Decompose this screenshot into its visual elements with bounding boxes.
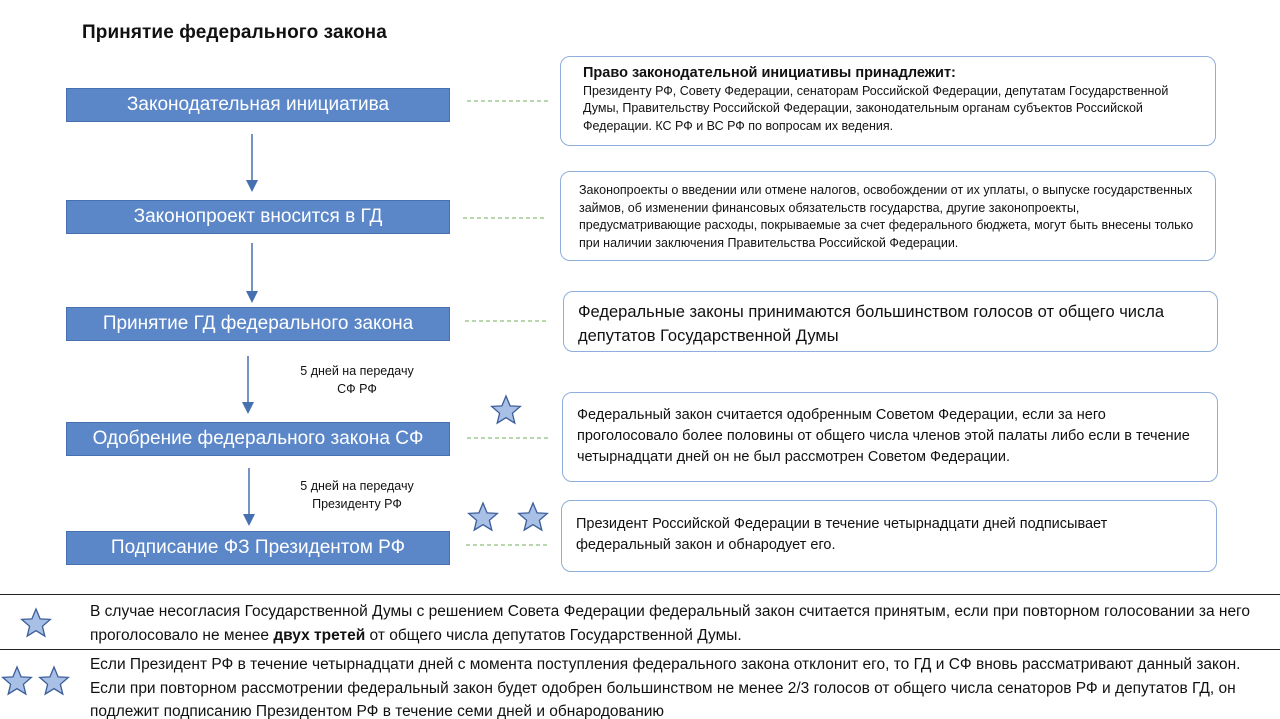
step-bill-submitted: Законопроект вносится в ГД: [66, 200, 450, 234]
footnote-emphasis: двух третей: [273, 626, 366, 644]
transfer-label-president: [282, 477, 432, 513]
transfer-label-line: Президенту РФ: [312, 497, 402, 511]
note-signing: [561, 500, 1217, 572]
note-approval: [562, 392, 1218, 482]
divider: [0, 594, 1280, 595]
note-initiative-text: Президенту РФ, Совету Федерации, сенаторам Российской Федерации, депутатам Государственной Думы, Правительству Российской Федерации, законодательным органам субъектов Российской Федерации. КС РФ и ВС РФ по вопросам их ведения.: [583, 83, 1169, 133]
star-icon: [469, 503, 498, 530]
footnote-text: от общего числа депутатов Государственной Думы.: [365, 626, 742, 644]
footnote-text: Если Президент РФ в течение четырнадцати дней с момента поступления федерального закона отклонит его, то ГД и СФ вновь рассматривают данный закон. Если при повторном рассмотрении федеральный закон будет одобрен большинством не менее 2/3 голосов от общего числа сенаторов РФ и депутатов ГД, он подлежит подписанию Президентом РФ в течение семи дней и обнародованию: [90, 656, 1241, 719]
note-initiative: [560, 56, 1216, 146]
step-duma-adoption: Принятие ГД федерального закона: [66, 307, 450, 341]
footnote-one-star: [90, 600, 1270, 647]
note-initiative-heading: Право законодательной инициативы принадлежит:: [583, 65, 956, 81]
transfer-label-line: 5 дней на передачу: [300, 364, 414, 378]
star-icon: [40, 667, 69, 694]
note-bill-text: Законопроекты о введении или отмене налогов, освобождении от их уплаты, о выпуске государственных займов, об изменении финансовых обязательств государства, другие законопроекты, предусматривающие расходы, покрываемые за счет федерального бюджета, могут быть внесены только при наличии заключения Правительства Российской Федерации.: [579, 183, 1194, 250]
step-council-approval: Одобрение федерального закона СФ: [66, 422, 450, 456]
note-bill: [560, 171, 1216, 261]
step-president-signing: Подписание ФЗ Президентом РФ: [66, 531, 450, 565]
footnote-text: В случае несогласия Государственной Думы с решением Совета Федерации федеральный закон считается принятым, если при повторном голосовании за него проголосовало не менее: [90, 603, 1250, 644]
transfer-label-line: 5 дней на передачу: [300, 479, 414, 493]
transfer-label-council: [282, 362, 432, 398]
star-icon: [3, 667, 32, 694]
note-adoption-text: Федеральные законы принимаются большинством голосов от общего числа депутатов Государственной Думы: [578, 303, 1165, 345]
page-title: Принятие федерального закона: [82, 22, 387, 43]
star-icon: [519, 503, 548, 530]
step-legislative-initiative: Законодательная инициатива: [66, 88, 450, 122]
star-icon: [22, 609, 51, 636]
note-approval-text: Федеральный закон считается одобренным Советом Федерации, если за него проголосовало более половины от общего числа членов этой палаты либо если в течение четырнадцати дней он не был рассмотрен Советом Федерации.: [577, 407, 1190, 465]
divider: [0, 649, 1280, 650]
note-adoption: [563, 291, 1218, 352]
transfer-label-line: СФ РФ: [337, 382, 377, 396]
star-icon: [492, 396, 521, 423]
footnote-two-star: [90, 653, 1270, 719]
note-signing-text: Президент Российской Федерации в течение четырнадцати дней подписывает федеральный закон и обнародует его.: [576, 516, 1108, 553]
